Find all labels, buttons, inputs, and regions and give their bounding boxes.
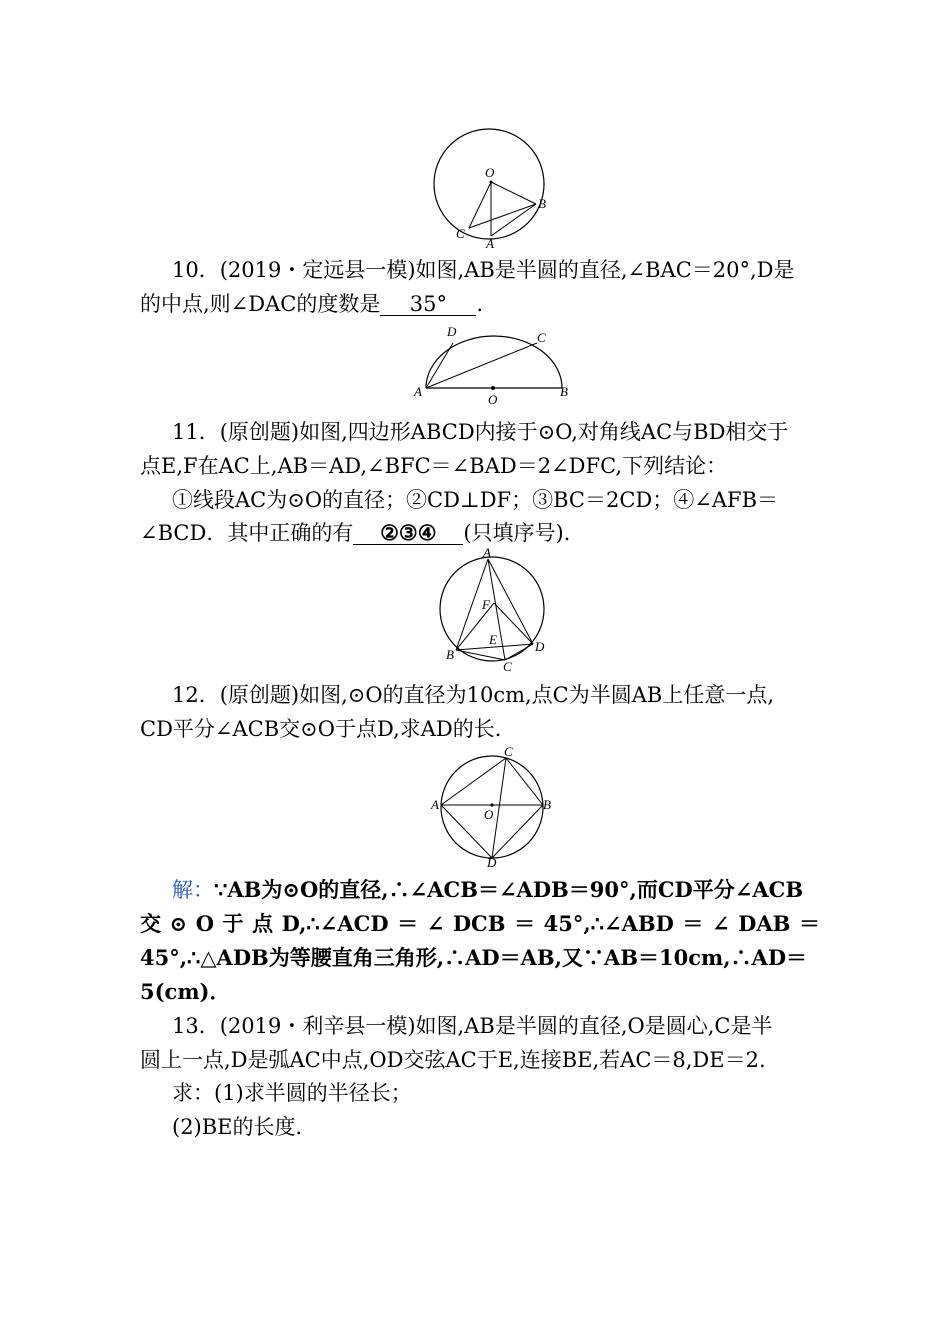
q11-line4: ∠BCD．其中正确的有 ②③④ (只填序号)． — [140, 520, 585, 545]
label-c: C — [503, 659, 512, 674]
label-d: D — [447, 324, 457, 339]
label-a: A — [431, 797, 439, 812]
label-c: C — [504, 744, 513, 759]
label-c: C — [537, 330, 546, 345]
q11-answer: ②③④ — [353, 522, 463, 545]
solution-line4: 5(cm)． — [140, 979, 231, 1004]
q11-line3: ①线段AC为⊙O的直径；②CD⊥DF；③BC＝2CD；④∠AFB＝ — [172, 488, 779, 512]
label-a: A — [486, 236, 494, 251]
label-b: B — [538, 196, 546, 211]
q12-line1: 12．(原创题)如图,⊙O的直径为10cm,点C为半圆AB上任意一点, — [172, 683, 775, 707]
solution-line1: 解：∵AB为⊙O的直径,∴∠ACB＝∠ADB＝90°,而CD平分∠ACB — [172, 877, 804, 902]
q13-line4: (2)BE的长度． — [172, 1115, 317, 1139]
label-b: B — [446, 647, 454, 662]
label-o: O — [485, 165, 495, 180]
q11-line1: 11．(原创题)如图,四边形ABCD内接于⊙O,对角线AC与BD相交于 — [172, 420, 789, 444]
q12-line2: CD平分∠ACB交⊙O于点D,求AD的长． — [140, 717, 516, 741]
label-b: B — [560, 384, 568, 399]
figure-circle-acbd — [428, 745, 558, 870]
q10-line1: 10．(2019・定远县一模)如图,AB是半圆的直径,∠BAC＝20°,D是 — [172, 258, 795, 282]
figure-circle-oab — [425, 120, 555, 250]
q11-line2: 点E,F在AC上,AB＝AD,∠BFC＝∠BAD＝2∠DFC,下列结论： — [140, 454, 728, 478]
figure-quadrilateral-abcd — [432, 547, 557, 675]
q13-line1: 13．(2019・利辛县一模)如图,AB是半圆的直径,O是圆心,C是半 — [172, 1014, 773, 1038]
label-d: D — [535, 639, 545, 654]
q13-line3: 求：(1)求半圆的半径长； — [172, 1081, 412, 1105]
q10-line2: 的中点,则∠DAC的度数是 35° . — [140, 292, 484, 316]
label-a: A — [414, 384, 422, 399]
label-b: B — [543, 797, 551, 812]
solution-line3: 45°,∴△ADB为等腰直角三角形,∴AD＝AB,又∵AB＝10cm,∴AD＝ — [140, 945, 808, 970]
label-e: E — [489, 632, 497, 647]
q13-line2: 圆上一点,D是弧AC中点,OD交弦AC于E,连接BE,若AC＝8,DE＝2. — [140, 1048, 766, 1072]
figure-semicircle — [410, 318, 585, 408]
label-d: D — [487, 855, 497, 870]
q10-answer: 35° — [380, 293, 476, 316]
solution-line2: 交 ⊙ O 于 点 D,∴∠ACD ＝ ∠ DCB ＝ 45°,∴∠ABD ＝ ∠ DAB ＝ — [140, 911, 820, 936]
label-f: F — [482, 597, 490, 612]
label-c: C — [456, 226, 465, 241]
label-o: O — [488, 392, 498, 407]
label-a: A — [483, 545, 491, 560]
solution-lead: 解： — [172, 878, 214, 902]
label-o: O — [484, 807, 494, 822]
